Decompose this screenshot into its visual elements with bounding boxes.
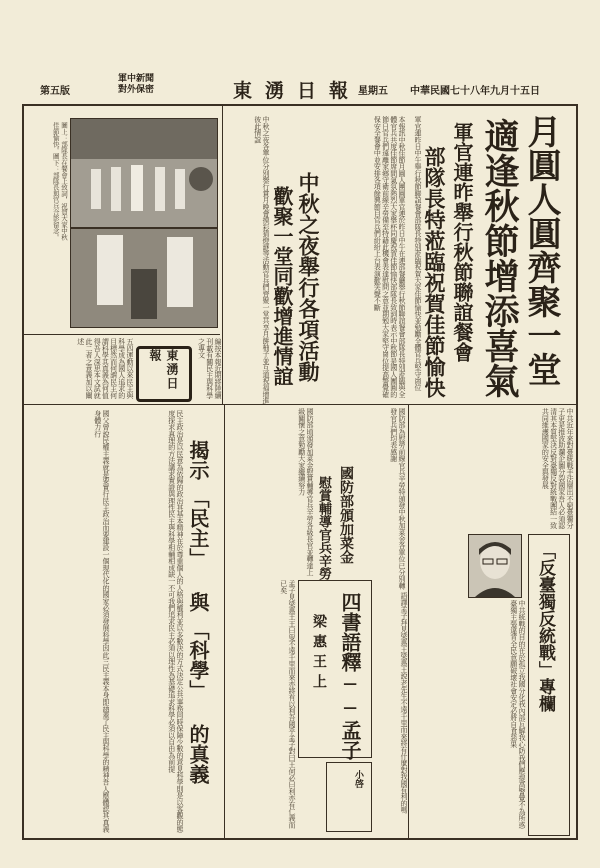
stamp-seal bbox=[136, 346, 192, 402]
classification-label: 軍中新聞 對外保密 bbox=[118, 74, 155, 95]
body-text-block-f: 國父曾說民權主義就是要實行民主政治而要建設一個現代化的國家必須發展科學因此三民主義本身即涵蓋了民主與科學的精神吾人應體認其真義身體力行 bbox=[93, 410, 110, 833]
paper-name: 東湧日報 bbox=[232, 80, 361, 102]
left-column-title-part-1: 「民主」 bbox=[186, 488, 210, 568]
stamp-label: 東湧日報 bbox=[148, 349, 179, 391]
body-text-block-g: 國防部為慰勞前線官兵辛勞特頒發中秋加菜金各單位已分別轉發官兵們均表感謝 bbox=[389, 408, 406, 589]
main-headline-1: 月圓人圓齊聚一堂 bbox=[521, 114, 561, 386]
left-column-title-part-4: 的真義 bbox=[186, 724, 210, 784]
date: 中華民國七十八年九月十五日 bbox=[410, 86, 540, 97]
bottom-rule bbox=[22, 838, 578, 840]
body-text-col: 軍官連昨日中午舉行秋節聯誼餐會部隊長特別蒞臨祝賀大家佳節愉快並勉勵全體官兵堅守崗位 bbox=[414, 116, 422, 391]
classics-title: 四書語釋──孟子 bbox=[338, 592, 362, 760]
col-divider-2 bbox=[408, 405, 409, 838]
left-rule bbox=[22, 106, 24, 840]
side-headline-1: 國防部頒加菜金 bbox=[338, 466, 354, 564]
side-headline-2: 慰賞輔導官兵辛勞 bbox=[316, 476, 331, 580]
weekday: 星期五 bbox=[358, 86, 388, 97]
photo-top-image bbox=[71, 119, 217, 227]
main-headline-2: 適逢秋節增添喜氣 bbox=[479, 118, 520, 398]
event-headline-2: 歡聚一堂同歡增進情誼 bbox=[270, 186, 294, 386]
body-text-block-h: 國防部頃頒發加菜金慰賞輔導官兵辛勞各級長官並轉達上級關懷之意勉勵大家繼續努力 bbox=[297, 408, 314, 576]
left-column-title-part-3: 「科學」 bbox=[186, 620, 210, 700]
col-divider-1 bbox=[222, 106, 223, 404]
body-text-block-c: 編按本報近期將陸續刊載有關民主與科學之專文 bbox=[197, 338, 222, 399]
body-text-block-i: 孟子見梁惠王王曰叟不遠千里而來亦將有以利吾國乎孟子對曰王何必曰利亦有仁義而已矣 bbox=[279, 580, 296, 828]
event-headline-1: 中秋之夜舉行各項活動 bbox=[296, 172, 321, 382]
top-rule bbox=[22, 104, 578, 106]
notice-label: 小啓 bbox=[353, 770, 363, 788]
left-mid-rule bbox=[24, 334, 220, 335]
photo-bottom-image bbox=[71, 229, 217, 327]
mid-rule bbox=[24, 404, 576, 405]
classics-chapter: 梁惠王上 bbox=[311, 614, 327, 694]
body-text-block-l: 中共統戰的目的在於孤立我國分化我內部瓦解我心防我們應提高警覺不為所惑臺獨主張違背全民意願破壞社會安定必將自食惡果 bbox=[509, 600, 526, 828]
right-rule bbox=[576, 106, 578, 840]
photo-top bbox=[70, 118, 218, 228]
body-text-block-a: 本報訊中秋佳節月圓人團圓軍官連於昨日中午在連部餐廳舉行秋節聯誼餐會部隊長特別蒞臨與全體官兵共度佳節席間氣氛熱烈大家舉杯同慶祝賀佳節愉快部隊長致詞時表示中秋節是國人團圓的節日官兵們遠離家鄉守衛前線辛勞備至特藉此機會表達慰問之意並期勉大家堅守崗位提高警覺確保安全餐會中並安排各項餘興節目官兵們紛紛上台表演歡笑聲不斷 bbox=[373, 116, 406, 398]
photo-bottom bbox=[70, 228, 218, 328]
left-column-title-head: 揭示 bbox=[186, 440, 210, 480]
portrait-photo bbox=[468, 534, 522, 598]
special-column-title: 「反臺獨反統戰」專欄 bbox=[535, 542, 555, 712]
photo-caption: 圖上：部隊長在餐會上致詞，祝賀大家中秋佳節愉快。圖下：部隊長與官兵合影留念。 bbox=[51, 122, 68, 240]
body-text-block-b: 中秋之夜各單位分別舉行賞月晚會摸彩猜燈謎等活動官兵們齊聚一堂共享月餅柚子並互道祝福增進彼此情誼 bbox=[253, 116, 270, 405]
sub-headline-2: 部隊長特蒞臨祝賀佳節愉快 bbox=[422, 146, 447, 398]
notice-box bbox=[326, 762, 372, 832]
body-text-block-e: 民主政治是以民意為依歸的政治其基本精神在於尊重個人的人格與權利並以多數決的方式決定公共事務同時保障少數的意見科學則是以客觀的態度探求真理的方法講求實證與理性民主與科學相輔相成缺一不可我們追求民主必須以理性為基礎追求科學必須以自由為前提 bbox=[167, 410, 184, 833]
body-text-block-j: 語譯孟子拜見梁惠王梁惠王說老先生不遠千里而來將有什麼對我國有利的嗎 bbox=[400, 592, 408, 814]
body-text-block-d: 五四運動以來民主與科學成為國人追求的目標然而何謂民主何謂科學其真義為何值得吾人深思本文試就此二者之意義加以闡述 bbox=[76, 338, 134, 399]
col-divider-3 bbox=[224, 405, 225, 838]
sub-headline-1: 軍官連昨舉行秋節聯誼餐會 bbox=[450, 122, 474, 362]
body-text-block-k: 中共近年來對臺統戰手法層出不窮臺獨分子更是推波助瀾企圖分裂國家吾人必須認清其本質堅決反對臺獨反對統戰團結一致共同維護國家的安全與發展 bbox=[541, 408, 574, 529]
portrait-image bbox=[469, 535, 521, 597]
left-column-title-part-2: 與 bbox=[186, 592, 210, 612]
page-number: 第五版 bbox=[40, 86, 70, 97]
